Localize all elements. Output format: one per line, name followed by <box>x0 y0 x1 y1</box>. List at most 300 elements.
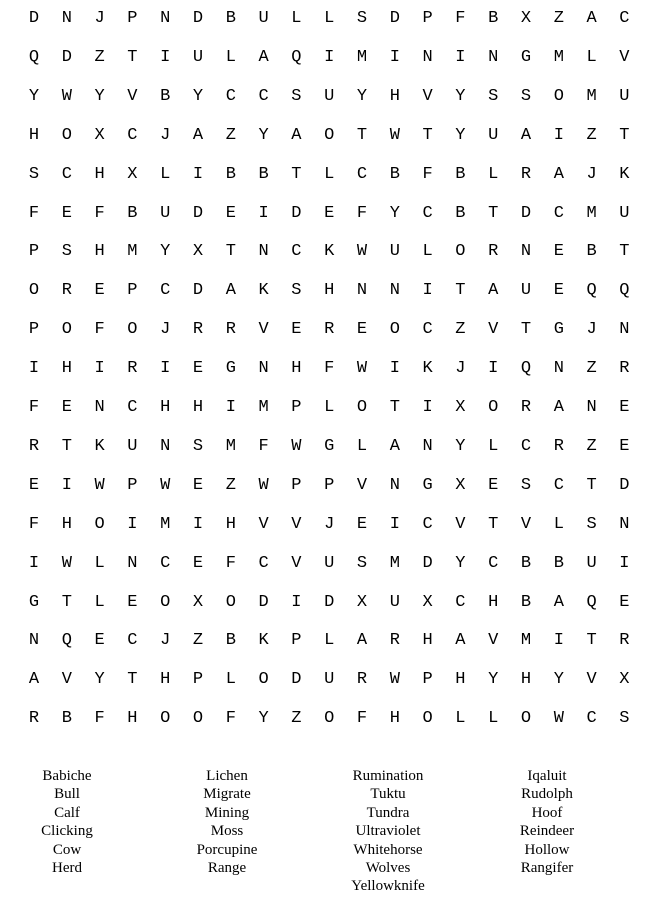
letter-cell[interactable]: L <box>422 242 433 262</box>
letter-cell[interactable]: L <box>356 436 368 456</box>
letter-cell[interactable]: G <box>422 475 433 495</box>
letter-cell[interactable]: U <box>324 86 335 106</box>
letter-cell[interactable]: I <box>553 125 564 145</box>
letter-cell[interactable]: R <box>389 631 400 651</box>
letter-cell[interactable]: E <box>619 436 630 456</box>
letter-cell[interactable]: C <box>619 9 630 28</box>
letter-cell[interactable]: W <box>160 475 171 495</box>
letter-cell[interactable]: Z <box>94 47 105 67</box>
letter-cell[interactable]: R <box>356 670 368 690</box>
letter-cell[interactable]: N <box>356 281 368 301</box>
letter-cell[interactable]: O <box>258 670 269 690</box>
letter-cell[interactable]: H <box>28 125 40 145</box>
letter-cell[interactable]: C <box>127 125 138 145</box>
letter-cell[interactable]: N <box>422 47 433 67</box>
letter-cell[interactable]: P <box>127 9 138 28</box>
letter-cell[interactable]: N <box>160 9 171 28</box>
letter-cell[interactable]: H <box>94 242 105 262</box>
letter-cell[interactable]: T <box>225 242 236 262</box>
letter-cell[interactable]: K <box>422 359 433 379</box>
letter-cell[interactable]: V <box>488 320 499 340</box>
letter-cell[interactable]: F <box>28 203 40 223</box>
letter-cell[interactable]: N <box>160 436 171 456</box>
letter-cell[interactable]: V <box>258 514 269 534</box>
letter-cell[interactable]: E <box>553 281 564 301</box>
letter-cell[interactable]: B <box>520 553 532 573</box>
letter-cell[interactable]: G <box>553 320 564 340</box>
letter-cell[interactable]: T <box>389 398 400 417</box>
letter-cell[interactable]: L <box>94 592 105 612</box>
letter-cell[interactable]: Z <box>553 9 564 28</box>
letter-cell[interactable]: A <box>389 436 400 456</box>
letter-cell[interactable]: L <box>225 670 236 690</box>
letter-cell[interactable]: H <box>160 398 171 417</box>
letter-cell[interactable]: C <box>127 398 138 417</box>
letter-cell[interactable]: H <box>520 670 532 690</box>
letter-cell[interactable]: S <box>619 709 630 729</box>
letter-cell[interactable]: Z <box>586 125 597 145</box>
letter-cell[interactable]: A <box>192 125 204 145</box>
letter-cell[interactable]: C <box>553 475 564 495</box>
letter-cell[interactable]: W <box>389 670 400 690</box>
letter-cell[interactable]: V <box>586 670 597 690</box>
letter-cell[interactable]: G <box>520 47 532 67</box>
letter-cell[interactable]: A <box>28 670 40 690</box>
letter-cell[interactable]: E <box>488 475 499 495</box>
letter-cell[interactable]: X <box>455 398 466 417</box>
letter-cell[interactable]: Z <box>291 709 302 729</box>
letter-cell[interactable]: T <box>619 125 630 145</box>
letter-cell[interactable]: C <box>422 320 433 340</box>
letter-cell[interactable]: C <box>488 553 499 573</box>
letter-cell[interactable]: D <box>192 281 204 301</box>
letter-cell[interactable]: O <box>94 514 105 534</box>
letter-cell[interactable]: Y <box>553 670 564 690</box>
letter-cell[interactable]: U <box>192 47 204 67</box>
letter-cell[interactable]: P <box>291 398 302 417</box>
letter-cell[interactable]: R <box>488 242 499 262</box>
letter-cell[interactable]: R <box>520 398 532 417</box>
letter-cell[interactable]: V <box>422 86 433 106</box>
letter-cell[interactable]: I <box>94 359 105 379</box>
letter-cell[interactable]: K <box>94 436 105 456</box>
letter-cell[interactable]: T <box>586 631 597 651</box>
letter-cell[interactable]: N <box>520 242 532 262</box>
letter-cell[interactable]: S <box>520 86 532 106</box>
letter-cell[interactable]: M <box>258 398 269 417</box>
letter-cell[interactable]: D <box>258 592 269 612</box>
letter-cell[interactable]: J <box>586 164 597 184</box>
letter-cell[interactable]: F <box>258 436 269 456</box>
letter-cell[interactable]: F <box>28 514 40 534</box>
letter-cell[interactable]: I <box>389 514 400 534</box>
letter-cell[interactable]: C <box>553 203 564 223</box>
letter-cell[interactable]: I <box>192 514 204 534</box>
letter-cell[interactable]: R <box>61 281 72 301</box>
letter-cell[interactable]: E <box>28 475 40 495</box>
letter-cell[interactable]: U <box>127 436 138 456</box>
letter-cell[interactable]: L <box>291 9 302 28</box>
letter-cell[interactable]: P <box>422 9 433 28</box>
letter-cell[interactable]: U <box>389 592 400 612</box>
letter-cell[interactable]: Q <box>586 592 597 612</box>
letter-cell[interactable]: X <box>192 242 204 262</box>
letter-cell[interactable]: B <box>225 164 236 184</box>
letter-cell[interactable]: W <box>94 475 105 495</box>
letter-cell[interactable]: T <box>291 164 302 184</box>
letter-cell[interactable]: E <box>61 203 72 223</box>
letter-cell[interactable]: L <box>225 47 236 67</box>
letter-cell[interactable]: T <box>619 242 630 262</box>
letter-cell[interactable]: H <box>61 514 72 534</box>
letter-cell[interactable]: P <box>127 281 138 301</box>
letter-cell[interactable]: Z <box>225 125 236 145</box>
letter-cell[interactable]: A <box>553 398 564 417</box>
letter-cell[interactable]: S <box>586 514 597 534</box>
letter-cell[interactable]: B <box>389 164 400 184</box>
letter-cell[interactable]: O <box>127 320 138 340</box>
letter-cell[interactable]: N <box>61 9 72 28</box>
letter-cell[interactable]: P <box>192 670 204 690</box>
letter-cell[interactable]: L <box>488 709 499 729</box>
letter-cell[interactable]: D <box>192 203 204 223</box>
letter-cell[interactable]: E <box>225 203 236 223</box>
letter-cell[interactable]: G <box>28 592 40 612</box>
letter-cell[interactable]: D <box>389 9 400 28</box>
letter-cell[interactable]: O <box>324 125 335 145</box>
letter-cell[interactable]: R <box>225 320 236 340</box>
letter-cell[interactable]: D <box>422 553 433 573</box>
letter-cell[interactable]: A <box>520 125 532 145</box>
letter-cell[interactable]: C <box>160 281 171 301</box>
letter-cell[interactable]: Z <box>586 359 597 379</box>
letter-cell[interactable]: D <box>291 670 302 690</box>
letter-cell[interactable]: S <box>520 475 532 495</box>
letter-cell[interactable]: J <box>160 631 171 651</box>
letter-cell[interactable]: C <box>127 631 138 651</box>
letter-cell[interactable]: F <box>422 164 433 184</box>
letter-cell[interactable]: L <box>324 9 335 28</box>
letter-cell[interactable]: N <box>258 359 269 379</box>
letter-cell[interactable]: V <box>127 86 138 106</box>
letter-cell[interactable]: Z <box>586 436 597 456</box>
letter-cell[interactable]: F <box>455 9 466 28</box>
letter-cell[interactable]: J <box>160 125 171 145</box>
letter-cell[interactable]: I <box>389 359 400 379</box>
letter-cell[interactable]: M <box>160 514 171 534</box>
letter-cell[interactable]: H <box>291 359 302 379</box>
letter-cell[interactable]: N <box>553 359 564 379</box>
letter-cell[interactable]: O <box>160 709 171 729</box>
letter-cell[interactable]: N <box>619 320 630 340</box>
letter-cell[interactable]: F <box>225 709 236 729</box>
letter-cell[interactable]: N <box>28 631 40 651</box>
letter-cell[interactable]: Y <box>455 553 466 573</box>
letter-cell[interactable]: J <box>586 320 597 340</box>
letter-cell[interactable]: T <box>422 125 433 145</box>
letter-cell[interactable]: E <box>192 359 204 379</box>
letter-cell[interactable]: J <box>455 359 466 379</box>
letter-cell[interactable]: A <box>455 631 466 651</box>
letter-cell[interactable]: R <box>28 709 40 729</box>
letter-cell[interactable]: C <box>422 514 433 534</box>
letter-cell[interactable]: E <box>619 592 630 612</box>
letter-cell[interactable]: B <box>225 631 236 651</box>
letter-cell[interactable]: L <box>586 47 597 67</box>
letter-cell[interactable]: U <box>160 203 171 223</box>
letter-cell[interactable]: F <box>225 553 236 573</box>
letter-cell[interactable]: L <box>488 436 499 456</box>
letter-cell[interactable]: W <box>291 436 302 456</box>
letter-cell[interactable]: G <box>324 436 335 456</box>
letter-cell[interactable]: J <box>160 320 171 340</box>
letter-cell[interactable]: P <box>28 242 40 262</box>
letter-cell[interactable]: V <box>61 670 72 690</box>
letter-cell[interactable]: B <box>225 9 236 28</box>
letter-cell[interactable]: C <box>225 86 236 106</box>
letter-cell[interactable]: D <box>324 592 335 612</box>
letter-cell[interactable]: S <box>356 9 368 28</box>
letter-cell[interactable]: V <box>455 514 466 534</box>
letter-cell[interactable]: B <box>127 203 138 223</box>
letter-cell[interactable]: C <box>520 436 532 456</box>
letter-cell[interactable]: B <box>488 9 499 28</box>
letter-cell[interactable]: M <box>356 47 368 67</box>
letter-cell[interactable]: N <box>389 281 400 301</box>
letter-cell[interactable]: P <box>28 320 40 340</box>
letter-cell[interactable]: C <box>455 592 466 612</box>
letter-cell[interactable]: E <box>324 203 335 223</box>
letter-cell[interactable]: L <box>553 514 564 534</box>
letter-cell[interactable]: C <box>586 709 597 729</box>
letter-cell[interactable]: A <box>586 9 597 28</box>
letter-cell[interactable]: D <box>520 203 532 223</box>
letter-cell[interactable]: X <box>192 592 204 612</box>
letter-cell[interactable]: Y <box>258 709 269 729</box>
letter-cell[interactable]: D <box>28 9 40 28</box>
letter-cell[interactable]: M <box>586 86 597 106</box>
letter-cell[interactable]: X <box>356 592 368 612</box>
letter-cell[interactable]: X <box>520 9 532 28</box>
letter-cell[interactable]: T <box>127 47 138 67</box>
letter-cell[interactable]: D <box>192 9 204 28</box>
letter-cell[interactable]: W <box>553 709 564 729</box>
letter-cell[interactable]: W <box>356 359 368 379</box>
letter-cell[interactable]: B <box>455 203 466 223</box>
letter-cell[interactable]: C <box>160 553 171 573</box>
letter-cell[interactable]: L <box>455 709 466 729</box>
letter-cell[interactable]: M <box>127 242 138 262</box>
letter-cell[interactable]: B <box>520 592 532 612</box>
letter-cell[interactable]: V <box>619 47 630 67</box>
letter-cell[interactable]: W <box>61 86 72 106</box>
letter-cell[interactable]: Y <box>94 670 105 690</box>
letter-cell[interactable]: R <box>192 320 204 340</box>
letter-cell[interactable]: X <box>422 592 433 612</box>
letter-cell[interactable]: U <box>258 9 269 28</box>
letter-cell[interactable]: I <box>160 359 171 379</box>
letter-cell[interactable]: I <box>28 359 40 379</box>
letter-cell[interactable]: Y <box>192 86 204 106</box>
letter-cell[interactable]: U <box>520 281 532 301</box>
letter-cell[interactable]: I <box>291 592 302 612</box>
letter-cell[interactable]: D <box>291 203 302 223</box>
letter-cell[interactable]: E <box>127 592 138 612</box>
letter-cell[interactable]: H <box>324 281 335 301</box>
letter-cell[interactable]: G <box>225 359 236 379</box>
letter-cell[interactable]: X <box>94 125 105 145</box>
letter-cell[interactable]: X <box>127 164 138 184</box>
letter-cell[interactable]: R <box>553 436 564 456</box>
letter-cell[interactable]: T <box>61 436 72 456</box>
letter-cell[interactable]: H <box>455 670 466 690</box>
letter-cell[interactable]: Q <box>61 631 72 651</box>
letter-cell[interactable]: T <box>127 670 138 690</box>
letter-cell[interactable]: U <box>619 86 630 106</box>
letter-cell[interactable]: Z <box>455 320 466 340</box>
letter-cell[interactable]: L <box>94 553 105 573</box>
letter-cell[interactable]: H <box>225 514 236 534</box>
letter-cell[interactable]: O <box>160 592 171 612</box>
letter-cell[interactable]: X <box>455 475 466 495</box>
letter-cell[interactable]: Y <box>258 125 269 145</box>
letter-cell[interactable]: A <box>356 631 368 651</box>
letter-cell[interactable]: C <box>258 86 269 106</box>
letter-cell[interactable]: C <box>356 164 368 184</box>
letter-cell[interactable]: B <box>61 709 72 729</box>
letter-cell[interactable]: Y <box>455 436 466 456</box>
letter-cell[interactable]: I <box>389 47 400 67</box>
letter-cell[interactable]: M <box>520 631 532 651</box>
letter-cell[interactable]: V <box>258 320 269 340</box>
letter-cell[interactable]: M <box>586 203 597 223</box>
letter-cell[interactable]: O <box>455 242 466 262</box>
letter-cell[interactable]: T <box>586 475 597 495</box>
letter-cell[interactable]: T <box>61 592 72 612</box>
letter-cell[interactable]: I <box>422 281 433 301</box>
letter-cell[interactable]: A <box>488 281 499 301</box>
letter-cell[interactable]: N <box>127 553 138 573</box>
letter-cell[interactable]: T <box>488 514 499 534</box>
letter-cell[interactable]: W <box>258 475 269 495</box>
letter-cell[interactable]: R <box>127 359 138 379</box>
letter-cell[interactable]: I <box>160 47 171 67</box>
letter-cell[interactable]: I <box>192 164 204 184</box>
letter-cell[interactable]: E <box>619 398 630 417</box>
letter-cell[interactable]: E <box>356 514 368 534</box>
letter-cell[interactable]: B <box>160 86 171 106</box>
letter-cell[interactable]: I <box>258 203 269 223</box>
letter-cell[interactable]: H <box>127 709 138 729</box>
letter-cell[interactable]: P <box>291 631 302 651</box>
letter-cell[interactable]: D <box>619 475 630 495</box>
letter-cell[interactable]: U <box>324 553 335 573</box>
letter-cell[interactable]: R <box>520 164 532 184</box>
letter-cell[interactable]: S <box>291 86 302 106</box>
letter-cell[interactable]: Y <box>356 86 368 106</box>
letter-cell[interactable]: E <box>192 553 204 573</box>
letter-cell[interactable]: T <box>356 125 368 145</box>
letter-cell[interactable]: D <box>61 47 72 67</box>
letter-cell[interactable]: E <box>291 320 302 340</box>
letter-cell[interactable]: U <box>488 125 499 145</box>
letter-cell[interactable]: N <box>422 436 433 456</box>
letter-cell[interactable]: P <box>422 670 433 690</box>
letter-cell[interactable]: O <box>488 398 499 417</box>
letter-cell[interactable]: V <box>356 475 368 495</box>
letter-cell[interactable]: Q <box>28 47 40 67</box>
letter-cell[interactable]: I <box>553 631 564 651</box>
letter-cell[interactable]: E <box>356 320 368 340</box>
letter-cell[interactable]: H <box>61 359 72 379</box>
letter-cell[interactable]: Q <box>291 47 302 67</box>
letter-cell[interactable]: O <box>553 86 564 106</box>
letter-cell[interactable]: O <box>192 709 204 729</box>
letter-cell[interactable]: V <box>291 553 302 573</box>
letter-cell[interactable]: I <box>61 475 72 495</box>
letter-cell[interactable]: F <box>94 203 105 223</box>
letter-cell[interactable]: W <box>61 553 72 573</box>
letter-cell[interactable]: M <box>389 553 400 573</box>
letter-cell[interactable]: S <box>28 164 40 184</box>
letter-cell[interactable]: H <box>488 592 499 612</box>
letter-cell[interactable]: A <box>225 281 236 301</box>
letter-cell[interactable]: O <box>422 709 433 729</box>
letter-cell[interactable]: O <box>324 709 335 729</box>
letter-cell[interactable]: E <box>192 475 204 495</box>
letter-cell[interactable]: P <box>324 475 335 495</box>
letter-cell[interactable]: A <box>553 164 564 184</box>
letter-cell[interactable]: A <box>291 125 302 145</box>
letter-cell[interactable]: I <box>488 359 499 379</box>
letter-cell[interactable]: P <box>291 475 302 495</box>
letter-cell[interactable]: N <box>389 475 400 495</box>
letter-cell[interactable]: Y <box>455 86 466 106</box>
letter-cell[interactable]: I <box>455 47 466 67</box>
letter-cell[interactable]: C <box>422 203 433 223</box>
letter-cell[interactable]: O <box>225 592 236 612</box>
letter-cell[interactable]: T <box>520 320 532 340</box>
letter-cell[interactable]: T <box>488 203 499 223</box>
letter-cell[interactable]: S <box>291 281 302 301</box>
letter-cell[interactable]: H <box>389 86 400 106</box>
letter-cell[interactable]: M <box>553 47 564 67</box>
letter-cell[interactable]: V <box>520 514 532 534</box>
letter-cell[interactable]: S <box>61 242 72 262</box>
letter-cell[interactable]: I <box>28 553 40 573</box>
letter-cell[interactable]: F <box>356 709 368 729</box>
letter-cell[interactable]: I <box>127 514 138 534</box>
letter-cell[interactable]: C <box>258 553 269 573</box>
letter-cell[interactable]: H <box>192 398 204 417</box>
letter-cell[interactable]: W <box>356 242 368 262</box>
letter-cell[interactable]: N <box>94 398 105 417</box>
letter-cell[interactable]: K <box>324 242 335 262</box>
letter-cell[interactable]: H <box>422 631 433 651</box>
letter-cell[interactable]: P <box>127 475 138 495</box>
letter-cell[interactable]: K <box>619 164 630 184</box>
letter-cell[interactable]: K <box>258 631 269 651</box>
letter-cell[interactable]: L <box>324 164 335 184</box>
letter-cell[interactable]: F <box>356 203 368 223</box>
letter-cell[interactable]: E <box>61 398 72 417</box>
letter-cell[interactable]: U <box>324 670 335 690</box>
letter-cell[interactable]: F <box>324 359 335 379</box>
letter-cell[interactable]: L <box>160 164 171 184</box>
letter-cell[interactable]: T <box>455 281 466 301</box>
letter-cell[interactable]: X <box>619 670 630 690</box>
letter-cell[interactable]: M <box>225 436 236 456</box>
